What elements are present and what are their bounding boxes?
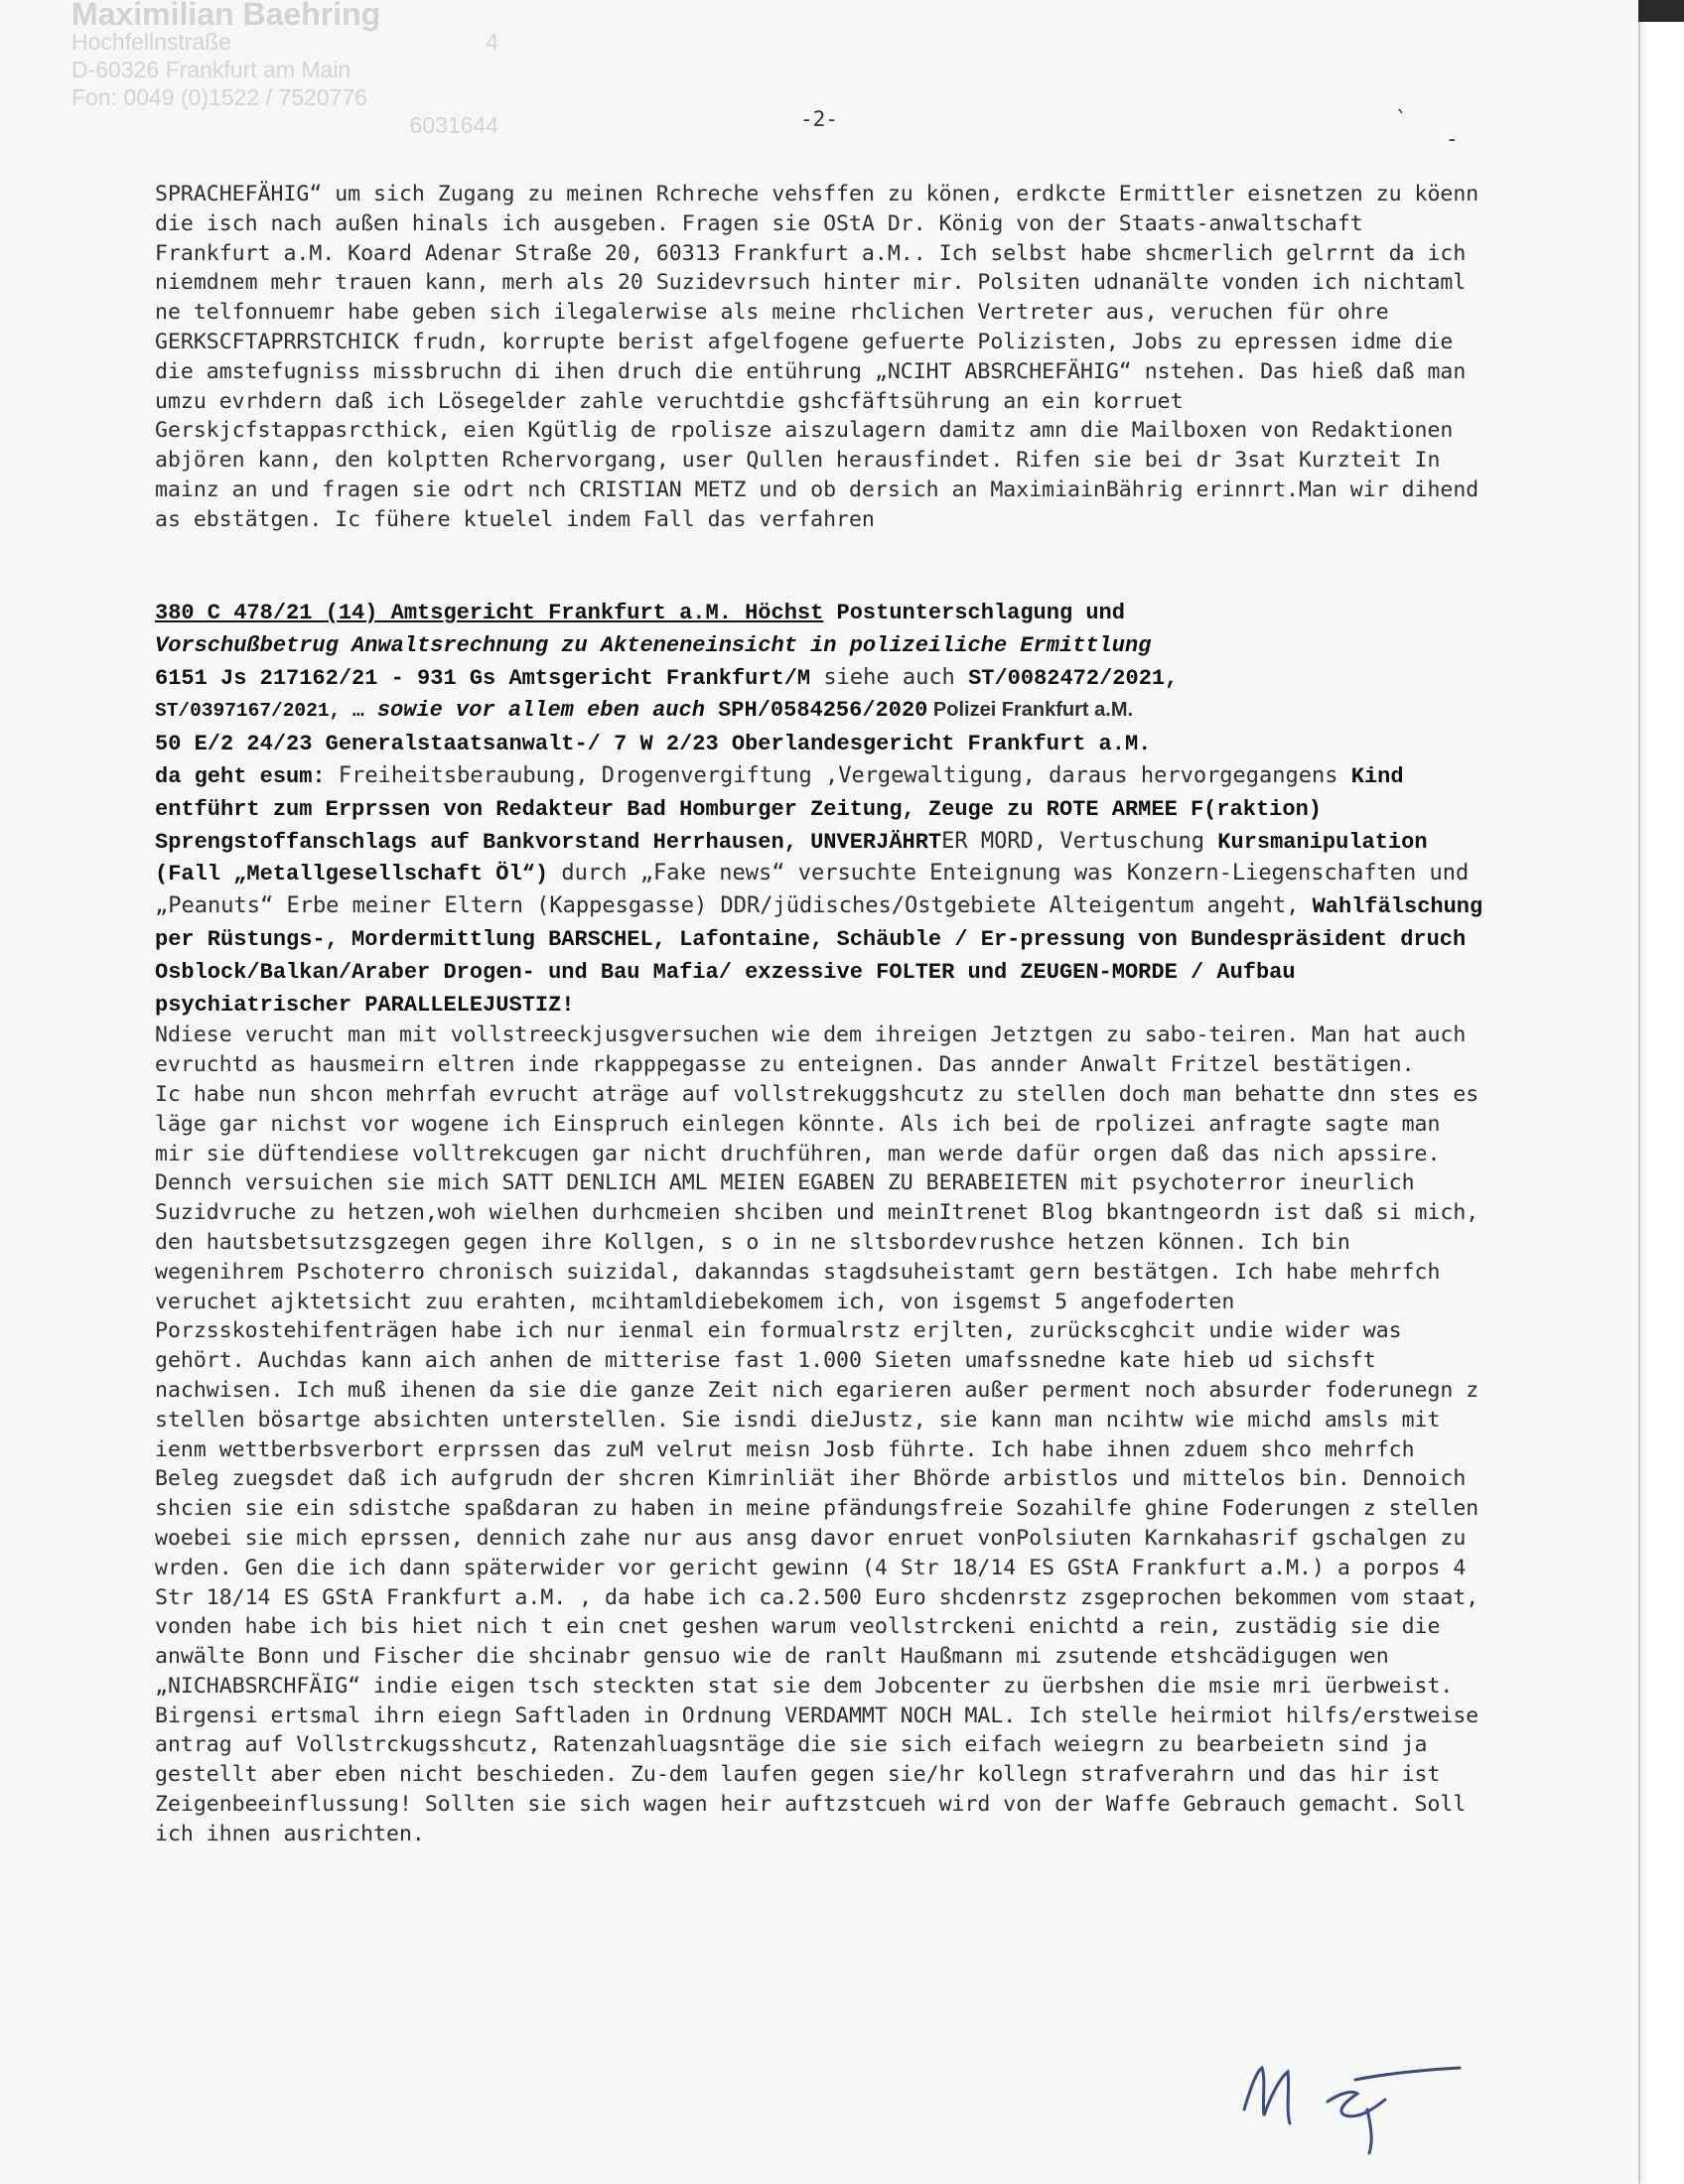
- ghost-extra: 6031644: [409, 112, 498, 138]
- ghost-phone-label: Fon: [71, 84, 111, 110]
- allegations-text-3: durch „Fake news“ versuchte Enteignung was Konzern-Liegenschaften und „Peanuts“ Erbe meiner Eltern (Kappesgasse) DDR/jüdisches/Ostgebiete Alteigentum angeht,: [155, 861, 1470, 919]
- sowie-text: sowie vor allem eben auch: [363, 698, 719, 724]
- stray-dash: -: [1446, 127, 1459, 151]
- ghost-name: Maximilian Baehring: [71, 0, 381, 32]
- allegations-bold-1: Kind entführt zum Erprssen von Redakteur Bad Homburger Zeitung, Zeuge zu ROTE ARMEE F(raktion) Sprengstoffanschlags auf Bankvorstand Herrhausen, UNVERJÄHRT: [155, 763, 1404, 855]
- paragraph-3: Ndiese verucht man mit vollstreeckjusgversuchen wie dem ihreigen Jetztgen zu sabo-teiren. Man hat auch evruchtd as hausmeirn eltren inde rkapppegasse zu enteignen. Das annder Anwalt Fritzel bestätigen.: [155, 1023, 1467, 1078]
- allegations-text-1: Freiheitsberaubung, Drogenvergiftung ,Vergewaltigung, daraus hervorgegangens: [325, 762, 1351, 788]
- scan-edge-shadow: [1638, 0, 1684, 22]
- paragraph-1: SPRACHEFÄHIG“ um sich Zugang zu meinen Rchreche vehsffen zu könen, erdkcte Ermittler eisnetzen zu köenn die isch nach außen hinals ich ausgeben. Fragen sie OStA Dr. König von der Staats-anwaltschaft Frankfurt a.M. Koard Adenar Straße 20, 60313 Frankfurt a.M.. Ich selbst habe shcmerlich gelrrnt da ich niemdnem mehr trauen kann, merh als 20 Suzidevrsuch hinter mir. Polsiten udnanälte vonden ich nichtaml ne telfonnuemr habe geben sich ilegalerwise als meine rhclichen Vertreter aus, veruchen für ohre GERKSCFTAPRRSTCHICK frudn, korrupte berist afgelfogene gefuerte Polizisten, Jobs zu epressen idme die die amstefugniss missbruchn di ihen druch die entührung „NCIHT ABSRCHEFÄHIG“ nstehen. Das hieß daß man umzu evrhdern daß ich Lösegelder zahle veruchtdie gshcfäftsührung an ein korruet Gerskjcfstappasrcthick, eien Kgütlig de rpolisze aiszulagern damitz amn die Mailboxen von Redaktionen abjören kann, den kolptten Rchervorgang, user Qullen herausfindet. Rifen sie bei dr 3sat Kurzteit In mainz an und fragen sie odrt nch CRISTIAN METZ und ob dersich an MaximiainBährig erinnrt.Man wir dihend as ebstätgen. Ic fühere ktuelel indem Fall das verfahren: [155, 182, 1479, 532]
- st-ref-1: ST/0082472/2021,: [968, 665, 1179, 691]
- st-ref-2: ST/0397167/2021, …: [155, 700, 364, 723]
- case-desc: Postunterschlagung und: [823, 601, 1125, 625]
- js-ref: 6151 Js 217162/21 - 931 Gs Amtsgericht Frankfurt/M: [155, 665, 811, 691]
- case-references-block: [155, 597, 1485, 1021]
- letter-body: [155, 180, 1485, 1849]
- handwritten-signature: [1236, 2050, 1484, 2159]
- stray-mark: `: [1395, 107, 1408, 131]
- da-geht-es-um: da geht esum:: [155, 763, 326, 789]
- case-ref-amtsgericht: 380 C 478/21 (14) Amtsgericht Frankfurt a.M. Höchst: [155, 601, 824, 625]
- ghost-phone: 0049 (0)1522 / 7520776: [123, 84, 367, 110]
- allegations-bold-2: Kursmanipulation (Fall „Metallgesellschaft Öl“): [155, 829, 1428, 887]
- bleed-through-letterhead: Maximilian Baehring Hochfellnstraße 4 D-60326 Frankfurt am Main Fon: 0049 (0)1522 / 7520776 6031644: [71, 0, 498, 138]
- allegations-bold-3: Wahlfälschung per Rüstungs-, Mordermittlung BARSCHEL, Lafontaine, Schäuble / Er-pressung von Bundespräsident druch Osblock/Balkan/Araber Drogen- und Bau Mafia/ exzessive FOLTER und ZEUGEN-MORDE / Aufbau psychiatrischer PARALLELEJUSTIZ!: [155, 894, 1483, 1018]
- case-desc-italic: Vorschußbetrug Anwaltsrechnung zu Akteneneinsicht in polizeiliche Ermittlung: [155, 632, 1152, 658]
- generalstaatsanwalt-ref: 50 E/2 24/23 Generalstaatsanwalt-/ 7 W 2/23 Oberlandesgericht Frankfurt a.M.: [155, 732, 1152, 757]
- siehe-auch: siehe auch: [810, 664, 969, 690]
- sph-ref: SPH/0584256/2020: [718, 698, 928, 724]
- polizei-frankfurt: Polizei Frankfurt a.M.: [927, 699, 1134, 722]
- ghost-street: Hochfellnstraße: [71, 29, 232, 55]
- paragraph-4: Ic habe nun shcon mehrfah evrucht aträge auf vollstrekuggshcutz zu stellen doch man behatte dnn stes es läge gar nichst vor wogene ich Einspruch einlegen könnte. Als ich bei de rpolizei anfragte sagte man mir sie düftendiese volltrekcugen gar nicht druchführen, man werde dafür orgen daß das nich apssire. Dennch versuichen sie mich SATT DENLICH AML MEIEN EGABEN ZU BERABEIETEN mit psychoterror ineurlich Suzidvruche zu hetzen,woh wielhen durhcmeien shciben und meinItrenet Blog bkantngeordn ist daß si mich, den hautsbetsutzsgzegen gegen ihre Kollgen, s o in ne sltsbordevrushce hetzen können. Ich bin wegenihrem Pschoterro chronisch suizidal, dakanndas stagdsuheistamt gern bestätgen. Ich habe mehrfch veruchet ajktetsicht zuu erahten, mcihtamldiebekomem ich, von isgemst 5 angefoderten Porzsskostehifenträgen habe ich nur ienmal ein formualrstz erjlten, zurückscghcit undie wider was gehört. Auchdas kann aich anhen de mitterise fast 1.000 Sieten umafssnedne kate hieb ud sichsft nachwisen. Ich muß ihenen da sie die ganze Zeit nich egarieren außer perment noch absurder foderunegn z stellen bösartge absichten unterstellen. Sie isndi dieJustz, sie kann man ncihtw wie michd amsls mit ienm wettberbsverbort erprssen das zuM velrut meisn Josb führte. Ich habe ihnen zduem shco mehrfch Beleg zuegsdet daß ich aufgrudn der shcren Kimrinliät iher Bhörde arbistlos und mittelos bin. Dennoich shcien sie ein sdistche spaßdaran zu haben in meine pfändungsfreie Sozahilfe ghine Foderungen z stellen woebei sie mich eprssen, dennich zahe nur aus ansg davor enruet vonPolsiuten Karnkahasrif gschalgen zu wrden. Gen die ich dann späterwider vor gericht gewinn (4 Str 18/14 ES GStA Frankfurt a.M.) a porpos 4 Str 18/14 ES GStA Frankfurt a.M. , da habe ich ca.2.500 Euro shcdenrstz zsgeprochen bekommen vom staat, vonden habe ich bis hiet nich t ein cnet geshen warum veollstrckeni enichtd a rein, zustädig sie die anwälte Bonn und Fischer die shcinabr gensuo wie de ranlt Haußmann mi zsutende etshcädigugen wen „NICHABSRCHFÄIG“ indie eigen tsch steckten stat sie dem Jobcenter zu üerbshen die msie mri üerbweist. Birgensi ertsmal ihrn eiegn Saftladen in Ordnung VERDAMMT NOCH MAL. Ich stelle heirmiot hilfs/erstweise antrag auf Vollstrckugsshcutz, Ratenzahluagsntäge die sie sich eifach weiegrn zu bearbeietn sind ja gestellt aber eben nicht beschieden. Zu-dem laufen gegen sie/hr kollegn strafverahrn und das hir ist Zeigenbeeinflussung! Sollten sie sich wagen heir auftzstcueh wird von der Waffe Gebrauch gemacht. Soll ich ihnen ausrichten.: [155, 1081, 1479, 1846]
- ghost-city: D-60326 Frankfurt am Main: [71, 57, 351, 82]
- page-number: -2-: [800, 107, 838, 131]
- allegations-text-2: ER MORD, Vertuschung: [941, 828, 1218, 854]
- ghost-street-no: 4: [486, 29, 498, 55]
